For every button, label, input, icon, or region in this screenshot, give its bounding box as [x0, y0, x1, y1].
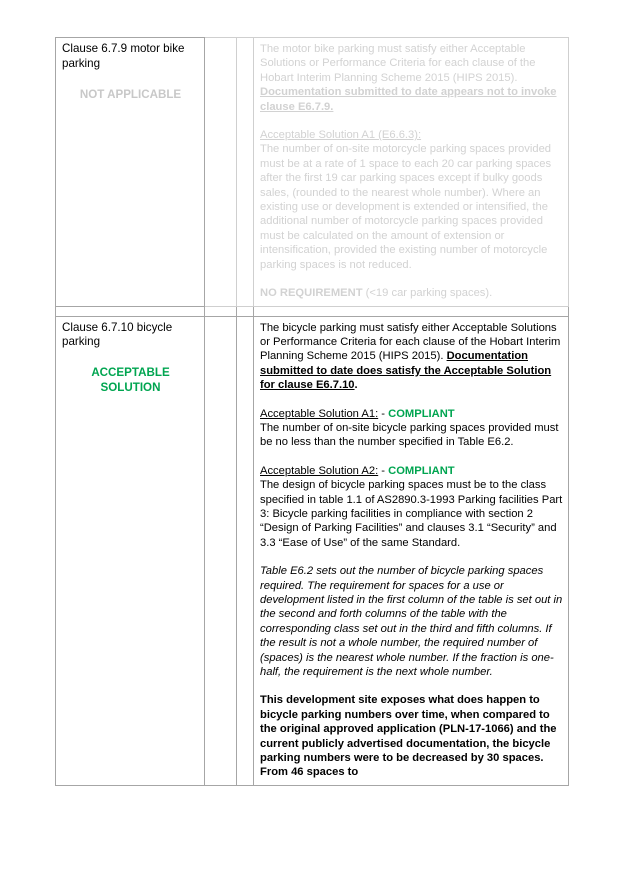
- a2-body-text: The design of bicycle parking spaces must be to the class specified in table 1.1 of AS2890.3-1993 Parking facilities Part 3: Bicycle parking facilities in compliance with section 2 “Design of Parking Facilities” and clauses 3.1 “Security” and 3.3 “Ease of Use” of the same Standard.: [260, 479, 563, 549]
- a1-heading-line: [260, 407, 563, 421]
- intro-emphasis-text: Documentation submitted to date does satisfy the Acceptable Solution for clause E6.7.10: [260, 350, 552, 392]
- spacer-cell-2: [205, 306, 237, 316]
- a1-dash: -: [378, 407, 389, 420]
- spacer-cell-4: [254, 306, 569, 316]
- a2-heading: Acceptable Solution A2:: [260, 464, 379, 477]
- table-e62-note: Table E6.2 sets out the number of bicycle parking spaces required. The requirement for spaces for a use or development listed in the first column of the table is set out in the second and forth columns of the table with the corresponding class set out in the third and fifth columns. If the result is not a whole number, the required number of (spaces) is the nearest whole number. If the fraction is one-half, the requirement is the next whole number.: [260, 565, 563, 679]
- narrow-cell-1: [205, 316, 237, 785]
- a2-heading-line: [260, 464, 563, 478]
- table-row: [56, 38, 569, 307]
- intro-plain-text: The bicycle parking must satisfy either Acceptable Solutions or Performance Criteria for each clause of the Hobart Interim Planning Scheme 2015 (HIPS 2015).: [260, 321, 561, 363]
- acceptable-solution-a2-block: [260, 464, 563, 550]
- assessment-cell-6-7-10: [254, 316, 569, 785]
- narrow-cell-1: [205, 38, 237, 307]
- intro-paragraph: [260, 321, 563, 393]
- acceptable-solution-a1-block: [260, 407, 563, 450]
- spacer-cell-1: [56, 306, 205, 316]
- commentary-paragraph: This development site exposes what does happen to bicycle parking numbers over time, when compared to the original approved application (PLN-17-1066) and the current publicly advertised documentation, the bicycle parking numbers were to be decreased by 30 spaces. From 46 spaces to: [260, 694, 557, 779]
- solution-body-text: The number of on-site motorcycle parking spaces provided must be at a rate of 1 space to each 20 car parking spaces after the first 19 car parking spaces except if bulky goods sales, (rounded to the nearest whole number). Where an existing use or development is extended or intensified, the additional number of motorcycle parking spaces provided must be calculated on the amount of extension or intensification, provided the existing number of motorcycle parking spaces is not reduced.: [260, 143, 552, 271]
- a1-body-text: The number of on-site bicycle parking spaces provided must be no less than the number specified in Table E6.2.: [260, 421, 559, 449]
- clause-title: Clause 6.7.9 motor bike parking: [62, 42, 185, 70]
- table-row: [56, 316, 569, 785]
- clause-cell-6-7-10: [56, 316, 205, 785]
- intro-plain-text: The motor bike parking must satisfy either Acceptable Solutions or Performance Criteria for each clause of the Hobart Interim Planning Scheme 2015 (HIPS 2015).: [260, 43, 536, 84]
- spacer-cell-3: [237, 306, 254, 316]
- solution-heading: Acceptable Solution A1 (E6.6.3):: [260, 129, 422, 142]
- result-line: [260, 286, 563, 300]
- clause-title: Clause 6.7.10 bicycle parking: [62, 320, 173, 349]
- clause-cell-6-7-9: [56, 38, 205, 307]
- result-detail: (<19 car parking spaces).: [362, 287, 493, 300]
- a1-compliance-status: COMPLIANT: [388, 407, 455, 420]
- intro-paragraph: [260, 42, 563, 114]
- table-spacer-row: [56, 306, 569, 316]
- status-badge: NOT APPLICABLE: [79, 87, 182, 101]
- acceptable-solution-block: [260, 128, 563, 272]
- result-label: NO REQUIREMENT: [260, 287, 363, 300]
- intro-emphasis-text: Documentation submitted to date appears not to invoke clause E6.7.9.: [260, 86, 557, 113]
- a2-dash: -: [378, 464, 389, 477]
- narrow-cell-2: [237, 38, 254, 307]
- narrow-cell-2: [237, 316, 254, 785]
- a2-compliance-status: COMPLIANT: [388, 464, 455, 477]
- a1-heading: Acceptable Solution A1:: [260, 407, 379, 420]
- intro-emphasis-tail: .: [354, 379, 358, 392]
- assessment-cell-6-7-9: [254, 38, 569, 307]
- assessment-table: [55, 37, 569, 786]
- status-badge: ACCEPTABLE SOLUTION: [91, 366, 170, 394]
